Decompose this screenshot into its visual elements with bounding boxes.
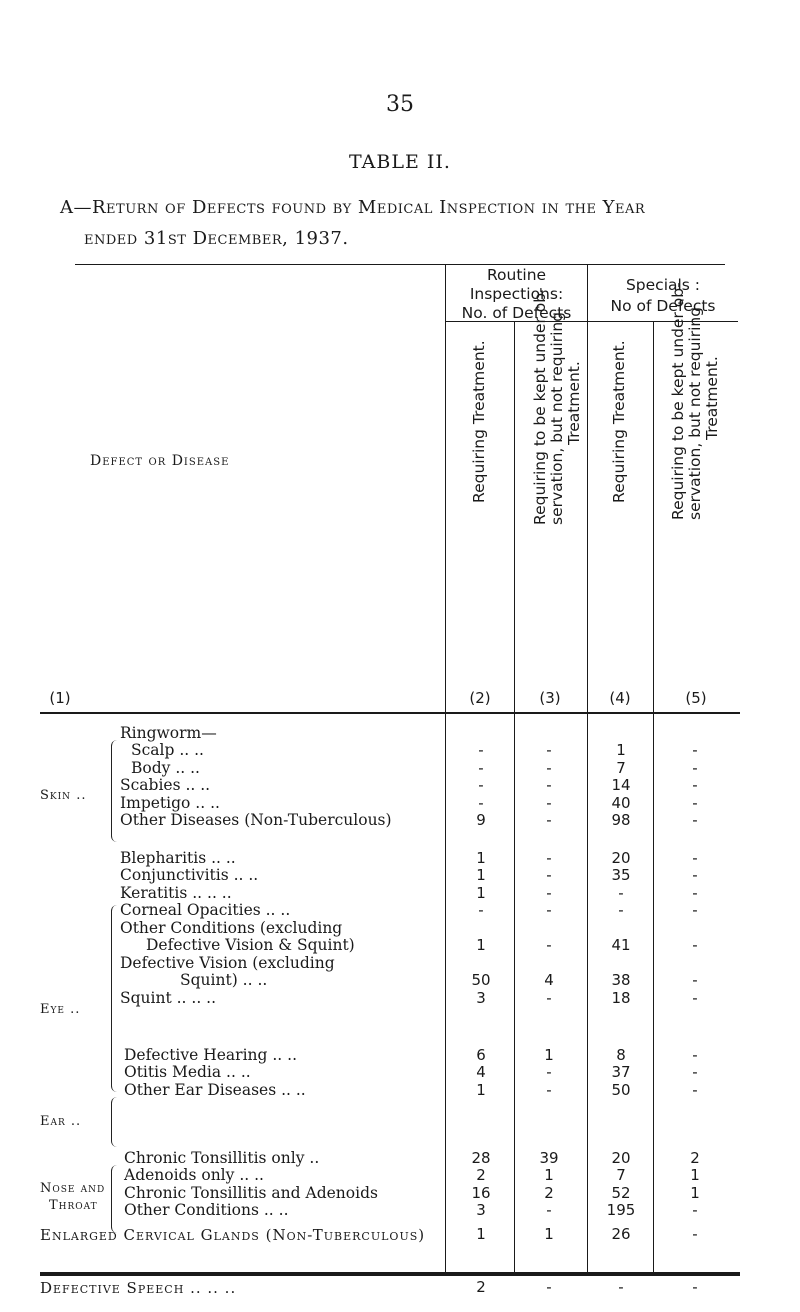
col3-line-1: Requiring to be kept under ob- (531, 287, 549, 525)
row-label: Impetigo .. .. (120, 794, 220, 812)
table-cell-col3: 4 (544, 971, 554, 989)
table-cell-col5: - (692, 849, 698, 867)
specials-line-2: No of Defects (610, 297, 716, 315)
table-cell-col4: 35 (611, 866, 631, 884)
table-cell-col4: 50 (611, 1081, 631, 1099)
table-cell-col3: - (546, 776, 552, 794)
row-label: Other Conditions (excluding (120, 919, 343, 937)
row-label: Chronic Tonsillitis only .. (124, 1149, 320, 1167)
table-cell-col3: - (546, 1063, 552, 1081)
table-cell-col5: - (692, 1081, 698, 1099)
table-cell-col2: 1 (476, 936, 486, 954)
row-label: Defective Speech .. .. .. (40, 1279, 237, 1297)
table-cell-col4: 98 (611, 811, 631, 829)
table-cell-col4: - (618, 901, 624, 919)
table-cell-col5: - (692, 811, 698, 829)
table-cell-col3: 2 (544, 1184, 554, 1202)
row-label: Corneal Opacities .. .. (120, 901, 291, 919)
row-label: Keratitis .. .. .. (120, 884, 232, 902)
table-cell-col2: 2 (476, 1166, 486, 1184)
table-cell-col2: 6 (476, 1046, 486, 1064)
nose-throat-brace (111, 1165, 118, 1233)
col3-line-3: Treatment. (565, 361, 583, 445)
table-cell-col3: 1 (544, 1046, 554, 1064)
table-cell-col5: 1 (690, 1184, 700, 1202)
col-number-5: (5) (685, 689, 707, 707)
row-label: Defective Hearing .. .. (124, 1046, 297, 1064)
table-cell-col5: - (692, 741, 698, 759)
row-label: Ringworm— (120, 724, 217, 742)
category-skin: Skin .. (40, 788, 87, 803)
table-cell-col3: - (546, 884, 552, 902)
table-cell-col3: - (546, 849, 552, 867)
table-cell-col4: 20 (611, 1149, 631, 1167)
table-cell-col3: - (546, 741, 552, 759)
routine-line-2: Inspections: (469, 285, 564, 303)
specials-line-1: Specials : (625, 276, 701, 294)
row-label: Enlarged Cervical Glands (Non-Tuberculous) (40, 1226, 426, 1244)
table-cell-col3: - (546, 989, 552, 1007)
table-cell-col3: - (546, 811, 552, 829)
table-cell-col4: 1 (616, 741, 626, 759)
table-cell-col5: - (692, 901, 698, 919)
table-cell-col4: 18 (611, 989, 631, 1007)
table-cell-col2: 1 (476, 1225, 486, 1243)
table-cell-col4: - (618, 1278, 624, 1296)
table-cell-col5: - (692, 1278, 698, 1296)
table-cell-col5: - (692, 1201, 698, 1219)
col5-observation-header (670, 270, 721, 520)
row-label: Conjunctivitis .. .. (120, 866, 259, 884)
header-bottom-rule (40, 712, 740, 714)
table-cell-col2: 4 (476, 1063, 486, 1081)
category-ear: Ear .. (40, 1114, 82, 1129)
table-subtitle (60, 192, 760, 254)
row-label: Otitis Media .. .. (124, 1063, 251, 1081)
table-cell-col4: 195 (606, 1201, 636, 1219)
table-cell-col2: 9 (476, 811, 486, 829)
table-cell-col3: - (546, 901, 552, 919)
subtitle-line-1: A—Return of Defects found by Medical Inspection in the Year (60, 197, 646, 218)
table-cell-col5: 2 (690, 1149, 700, 1167)
table-cell-col3: - (546, 1278, 552, 1296)
routine-line-1: Routine (486, 266, 547, 284)
table-cell-col5: - (692, 936, 698, 954)
column-divider-3 (587, 264, 588, 1272)
row-label: Scalp .. .. (131, 741, 204, 759)
table-cell-col3: - (546, 759, 552, 777)
row-label: Adenoids only .. .. (124, 1166, 264, 1184)
table-cell-col2: 1 (476, 884, 486, 902)
table-cell-col2: 1 (476, 1081, 486, 1099)
table-cell-col3: 39 (539, 1149, 559, 1167)
table-cell-col5: - (692, 759, 698, 777)
table-title: TABLE II. (349, 151, 451, 173)
table-cell-col5: - (692, 1225, 698, 1243)
row-label: Blepharitis .. .. (120, 849, 236, 867)
table-cell-col3: - (546, 794, 552, 812)
col4-requiring-treatment-header: Requiring Treatment. (610, 340, 628, 503)
table-cell-col2: 28 (471, 1149, 491, 1167)
table-cell-col3: - (546, 866, 552, 884)
routine-line-3: No. of Defects (461, 304, 572, 322)
table-cell-col2: 3 (476, 1201, 486, 1219)
table-cell-col3: - (546, 936, 552, 954)
column-divider-2 (514, 321, 515, 1272)
table-cell-col2: - (478, 759, 484, 777)
table-cell-col2: 2 (476, 1278, 486, 1296)
table-cell-col2: - (478, 741, 484, 759)
col2-requiring-treatment-header: Requiring Treatment. (470, 340, 488, 503)
table-cell-col3: 1 (544, 1166, 554, 1184)
row-label: Squint .. .. .. (120, 989, 217, 1007)
table-cell-col2: 1 (476, 849, 486, 867)
subtitle-line-2: ended 31st December, 1937. (84, 228, 349, 249)
category-eye: Eye .. (40, 1002, 81, 1017)
table-top-rule (75, 264, 725, 265)
defect-column-header: Defect or Disease (90, 453, 230, 469)
col-number-3: (3) (539, 689, 561, 707)
col5-line-1: Requiring to be kept under ob- (669, 282, 687, 520)
category-nose-throat-1: Nose and (40, 1181, 106, 1196)
table-cell-col3: 1 (544, 1225, 554, 1243)
row-label: Other Diseases (Non-Tuberculous) (120, 811, 392, 829)
col3-line-2: servation, but not requiring (548, 311, 566, 525)
table-cell-col2: 1 (476, 866, 486, 884)
table-cell-col5: - (692, 884, 698, 902)
row-label: Scabies .. .. (120, 776, 211, 794)
table-cell-col4: 7 (616, 1166, 626, 1184)
table-cell-col4: 8 (616, 1046, 626, 1064)
table-cell-col5: - (692, 776, 698, 794)
table-cell-col4: 38 (611, 971, 631, 989)
table-cell-col2: 50 (471, 971, 491, 989)
table-cell-col2: - (478, 776, 484, 794)
row-label: Body .. .. (131, 759, 200, 777)
table-cell-col4: 7 (616, 759, 626, 777)
table-cell-col5: 1 (690, 1166, 700, 1184)
col-number-2: (2) (469, 689, 491, 707)
category-nose-throat-2: Throat (49, 1198, 98, 1213)
row-label: Other Ear Diseases .. .. (124, 1081, 306, 1099)
page-number: 35 (386, 92, 414, 117)
table-cell-col5: - (692, 1063, 698, 1081)
table-cell-col5: - (692, 794, 698, 812)
table-cell-col4: 52 (611, 1184, 631, 1202)
row-label: Defective Vision (excluding (120, 954, 335, 972)
skin-brace (111, 740, 118, 842)
row-label: Chronic Tonsillitis and Adenoids (124, 1184, 378, 1202)
row-label: Defective Vision & Squint) (146, 936, 355, 954)
ear-brace (111, 1097, 118, 1147)
table-cell-col5: - (692, 989, 698, 1007)
table-cell-col4: 41 (611, 936, 631, 954)
col5-line-2: servation, but not requiring (686, 306, 704, 520)
table-cell-col2: - (478, 901, 484, 919)
table-cell-col2: 16 (471, 1184, 491, 1202)
column-divider-4 (653, 321, 654, 1272)
col-number-1: (1) (49, 689, 71, 707)
table-cell-col4: 20 (611, 849, 631, 867)
table-cell-col4: - (618, 884, 624, 902)
table-cell-col5: - (692, 1046, 698, 1064)
table-cell-col4: 14 (611, 776, 631, 794)
row-label: Squint) .. .. (180, 971, 268, 989)
table-cell-col4: 26 (611, 1225, 631, 1243)
row-label: Other Conditions .. .. (124, 1201, 289, 1219)
table-cell-col4: 37 (611, 1063, 631, 1081)
table-cell-col2: 3 (476, 989, 486, 1007)
col-number-4: (4) (609, 689, 631, 707)
col5-line-3: Treatment. (703, 356, 721, 440)
table-cell-col5: - (692, 971, 698, 989)
table-cell-col5: - (692, 866, 698, 884)
table-cell-col3: - (546, 1201, 552, 1219)
column-divider-1 (445, 264, 446, 1272)
table-cell-col2: - (478, 794, 484, 812)
table-bottom-rule (40, 1272, 740, 1276)
table-cell-col4: 40 (611, 794, 631, 812)
eye-brace (111, 905, 118, 1092)
table-cell-col3: - (546, 1081, 552, 1099)
col3-observation-header (532, 275, 583, 525)
